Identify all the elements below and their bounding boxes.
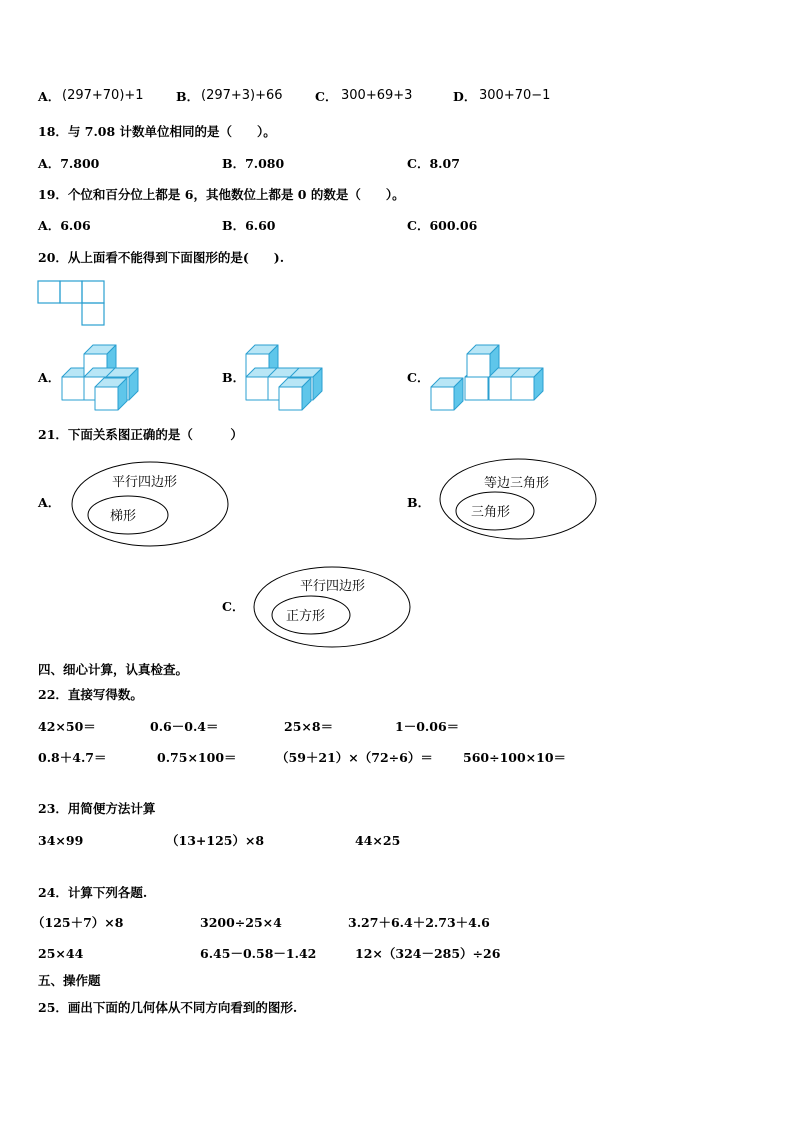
q20-option-a-cubes xyxy=(60,343,150,413)
q24-item: 25×44 xyxy=(38,946,84,961)
q17-option-d-label: D． xyxy=(453,89,477,104)
q18-stem: 18．与 7.08 计数单位相同的是（ ）。 xyxy=(38,124,276,139)
q21-option-c-label: C． xyxy=(222,599,245,614)
q20-option-a-label: A． xyxy=(38,370,61,385)
q24-item: 12×（324－285）÷26 xyxy=(355,946,501,961)
q24-item: （125＋7）×8 xyxy=(32,915,124,930)
cube xyxy=(95,378,127,410)
outer-label: 平行四边形 xyxy=(300,579,366,594)
cube xyxy=(431,378,463,410)
q17-option-d-expr: 300+70−1 xyxy=(479,88,551,103)
q24-item: 3.27＋6.4＋2.73＋4.6 xyxy=(348,915,490,930)
inner-label: 正方形 xyxy=(286,609,326,624)
q25-stem: 25．画出下面的几何体从不同方向看到的图形. xyxy=(38,1000,298,1015)
q17-option-a-expr: (297+70)+1 xyxy=(62,88,144,103)
q19-option-b: B．6.60 xyxy=(222,218,276,233)
q22-item: 42×50＝ xyxy=(38,719,96,734)
q20-option-c-label: C． xyxy=(407,370,430,385)
q21-option-b-venn xyxy=(438,457,600,543)
q21-option-c-venn xyxy=(252,565,414,651)
q22-item: 0.75×100＝ xyxy=(157,750,237,765)
q17-option-b-label: B． xyxy=(176,89,200,104)
q22-item: 25×8＝ xyxy=(284,719,334,734)
q17-option-a-label: A． xyxy=(38,89,61,104)
q23-item: 44×25 xyxy=(355,833,401,848)
outer-label: 平行四边形 xyxy=(112,475,178,490)
outer-label: 等边三角形 xyxy=(484,476,550,491)
q22-item: 0.8＋4.7＝ xyxy=(38,750,107,765)
q20-option-b-label: B． xyxy=(222,370,246,385)
q24-item: 3200÷25×4 xyxy=(200,915,282,930)
q21-option-a-venn xyxy=(70,460,232,550)
q22-stem: 22．直接写得数。 xyxy=(38,687,143,702)
q20-option-b-cubes xyxy=(244,343,334,413)
q17-option-c-expr: 300+69+3 xyxy=(341,88,413,103)
q21-stem: 21．下面关系图正确的是（ ） xyxy=(38,427,243,442)
q19-stem: 19．个位和百分位上都是 6，其他数位上都是 0 的数是（ ）。 xyxy=(38,187,405,202)
q20-stem: 20．从上面看不能得到下面图形的是( ). xyxy=(38,250,285,265)
cube xyxy=(279,378,311,410)
section-4-heading: 四、细心计算，认真检查。 xyxy=(38,662,189,677)
q23-item: （13+125）×8 xyxy=(166,833,265,848)
q22-item: 560÷100×10＝ xyxy=(463,750,567,765)
cube xyxy=(511,368,543,400)
q20-top-view-figure xyxy=(37,280,109,328)
q20-option-c-cubes xyxy=(429,343,554,413)
q21-option-b-label: B． xyxy=(407,495,431,510)
q24-stem: 24．计算下列各题. xyxy=(38,885,148,900)
q22-item: 0.6－0.4＝ xyxy=(150,719,219,734)
q18-option-b: B．7.080 xyxy=(222,156,285,171)
q19-option-c: C．600.06 xyxy=(407,218,478,233)
q18-option-c: C．8.07 xyxy=(407,156,460,171)
q18-option-a: A．7.800 xyxy=(38,156,100,171)
q21-option-a-label: A． xyxy=(38,495,61,510)
inner-label: 梯形 xyxy=(110,509,137,524)
q24-item: 6.45－0.58－1.42 xyxy=(200,946,317,961)
q19-option-a: A．6.06 xyxy=(38,218,91,233)
q22-item: 1－0.06＝ xyxy=(395,719,460,734)
outer-ellipse xyxy=(440,459,596,539)
inner-label: 三角形 xyxy=(471,505,511,520)
section-5-heading: 五、操作题 xyxy=(38,973,101,988)
q22-item: （59＋21）×（72÷6）＝ xyxy=(276,750,433,765)
q17-option-b-expr: (297+3)+66 xyxy=(201,88,283,103)
q17-option-c-label: C． xyxy=(315,89,338,104)
q23-stem: 23．用简便方法计算 xyxy=(38,801,156,816)
q23-item: 34×99 xyxy=(38,833,84,848)
